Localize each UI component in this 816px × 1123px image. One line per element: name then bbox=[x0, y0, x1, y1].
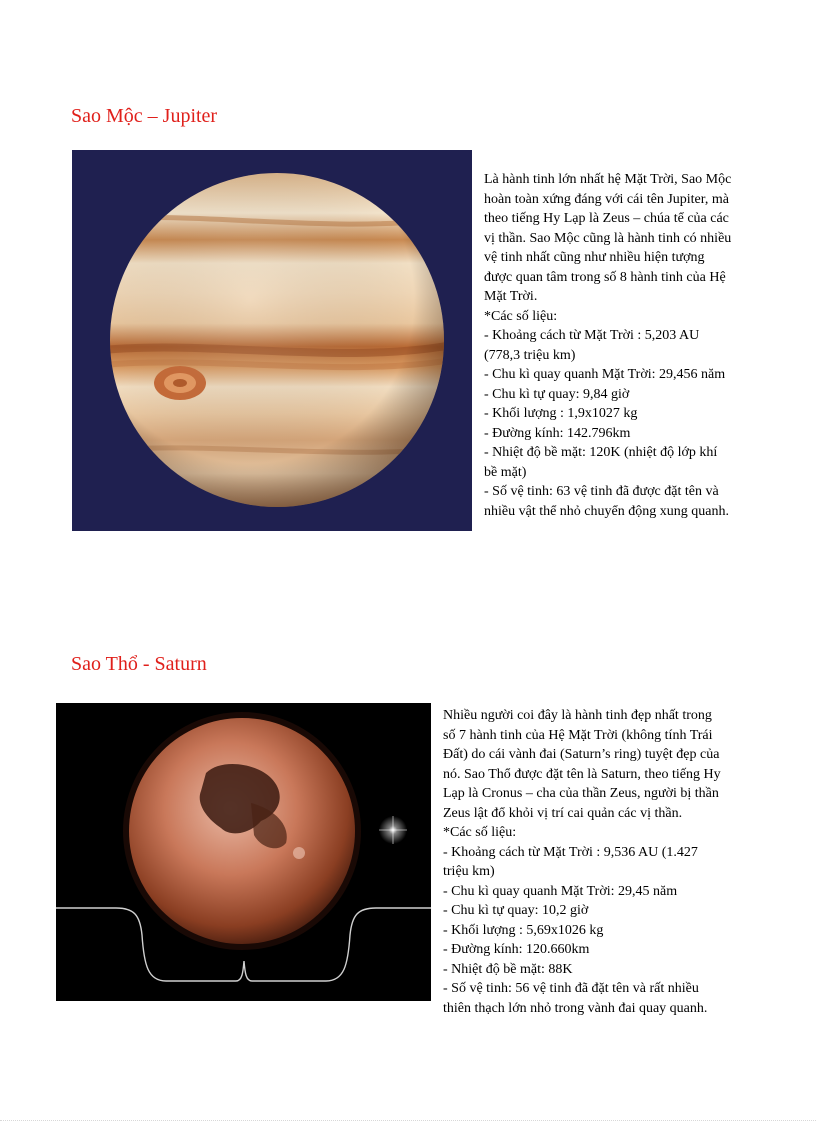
jupiter-line: Là hành tinh lớn nhất hệ Mặt Trời, Sao Mộc bbox=[484, 172, 732, 187]
saturn-line: triệu km) bbox=[443, 864, 495, 879]
jupiter-line: - Khối lượng : 1,9x1027 kg bbox=[484, 406, 638, 421]
jupiter-line: - Chu kì tự quay: 9,84 giờ bbox=[484, 386, 630, 402]
saturn-line: - Số vệ tinh: 56 vệ tinh đã đặt tên và rất nhiều bbox=[443, 981, 699, 996]
jupiter-line: - Khoảng cách từ Mặt Trời : 5,203 AU bbox=[484, 328, 700, 343]
saturn-line: - Đường kính: 120.660km bbox=[443, 942, 590, 957]
saturn-line: Zeus lật đổ khỏi vị trí cai quản các vị thần. bbox=[443, 805, 683, 821]
jupiter-line: bề mặt) bbox=[484, 464, 527, 480]
saturn-description bbox=[443, 706, 773, 1018]
page-bottom-divider bbox=[0, 1120, 816, 1121]
jupiter-line: - Đường kính: 142.796km bbox=[484, 425, 631, 441]
saturn-line: - Chu kì quay quanh Mặt Trời: 29,45 năm bbox=[443, 883, 678, 899]
saturn-line: Nhiều người coi đây là hành tinh đẹp nhất trong bbox=[443, 708, 712, 723]
saturn-line: số 7 hành tinh của Hệ Mặt Trời (không tính Trái bbox=[443, 727, 713, 743]
jupiter-line: vệ tinh nhất cũng như nhiều hiện tượng bbox=[484, 250, 705, 265]
jupiter-line: - Nhiệt độ bề mặt: 120K (nhiệt độ lớp khí bbox=[484, 445, 718, 460]
jupiter-line: - Số vệ tinh: 63 vệ tinh đã được đặt tên và bbox=[484, 484, 719, 499]
saturn-line: nó. Sao Thổ được đặt tên là Saturn, theo tiếng Hy bbox=[443, 766, 721, 782]
saturn-line: thiên thạch lớn nhỏ trong vành đai quay quanh. bbox=[443, 1000, 708, 1016]
jupiter-line: - Chu kì quay quanh Mặt Trời: 29,456 năm bbox=[484, 367, 726, 382]
saturn-line: Lạp là Cronus – cha của thần Zeus, người bị thần bbox=[443, 786, 719, 801]
saturn-line: Đất) do cái vành đai (Saturn’s ring) tuyệt đẹp của bbox=[443, 747, 720, 762]
saturn-title: Sao Thổ - Saturn bbox=[71, 653, 207, 675]
jupiter-line: (778,3 triệu km) bbox=[484, 347, 576, 363]
jupiter-line: nhiều vật thể nhỏ chuyển động xung quanh. bbox=[484, 503, 729, 519]
saturn-line: - Nhiệt độ bề mặt: 88K bbox=[443, 961, 573, 977]
saturn-line: - Khối lượng : 5,69x1026 kg bbox=[443, 922, 604, 938]
jupiter-line: hoàn toàn xứng đáng với cái tên Jupiter, mà bbox=[484, 191, 729, 207]
jupiter-line: vị thần. Sao Mộc cũng là hành tinh có nhiều bbox=[484, 230, 732, 246]
jupiter-title: Sao Mộc – Jupiter bbox=[71, 105, 218, 127]
jupiter-line: *Các số liệu: bbox=[484, 308, 558, 324]
jupiter-line: được quan tâm trong số 8 hành tinh của Hệ bbox=[484, 269, 726, 285]
saturn-line: - Khoảng cách từ Mặt Trời : 9,536 AU (1.427 bbox=[443, 844, 698, 860]
jupiter-line: Mặt Trời. bbox=[484, 289, 538, 304]
saturn-line: *Các số liệu: bbox=[443, 825, 517, 840]
jupiter-image bbox=[72, 150, 472, 531]
saturn-line: - Chu kì tự quay: 10,2 giờ bbox=[443, 903, 589, 918]
jupiter-line: theo tiếng Hy Lạp là Zeus – chúa tể của các bbox=[484, 211, 729, 226]
saturn-image bbox=[56, 703, 431, 1001]
jupiter-description bbox=[484, 170, 784, 521]
